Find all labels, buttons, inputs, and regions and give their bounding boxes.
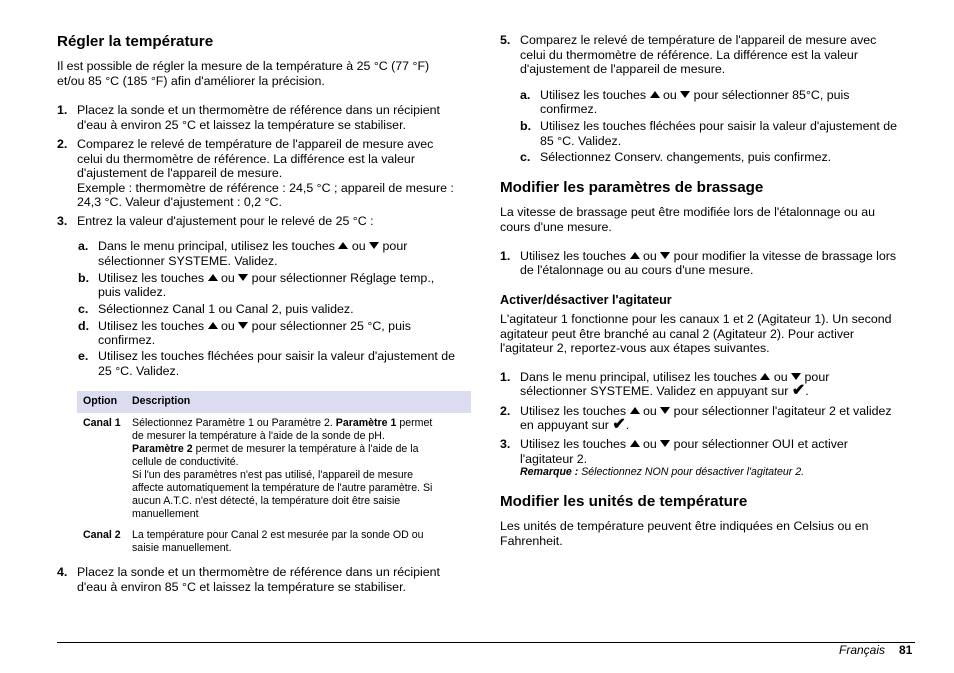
step-text: celui du thermomètre de référence. La différence est la valeur <box>520 47 858 62</box>
substep-letter: a. <box>78 239 89 253</box>
step-text: Utilisez les touches ou pour sélectionner OUI et activer <box>520 437 848 451</box>
substep-text: Dans le menu principal, utilisez les touches ou pour <box>98 239 408 253</box>
unites-intro: Fahrenheit. <box>500 534 563 548</box>
step-text: Exemple : thermomètre de référence : 24,5 °C ; appareil de mesure : <box>77 180 454 195</box>
agitateur-intro: agitateur peut être branché au canal 2 (Agitateur 2). Pour activer <box>500 326 855 341</box>
step-text: Comparez le relevé de température de l'appareil de mesure avec <box>77 137 434 151</box>
step-text: Utilisez les touches ou pour modifier la vitesse de brassage lors <box>520 249 897 263</box>
substep-text: Utilisez les touches ou pour sélectionner 25 °C, puis <box>98 319 411 333</box>
step-number: 1. <box>500 370 511 384</box>
table-cell-description: Sélectionnez Paramètre 1 ou Paramètre 2. Paramètre 1 permet de mesurer la température à l'aide de la sonde de pH. Paramètre 2 permet de mesurer la température à l'aide de la cellule de conductivité. Si l'un des paramètres n'est pas utilisé, l'appareil de mesure affecte automatiquement la température de l'autre paramètre. Si aucun A.T.C. n'est détecté, la température doit être saisie manuellement <box>132 417 433 520</box>
substep-text: Utilisez les touches ou pour sélectionner Réglage temp., <box>98 271 435 285</box>
step-number: 5. <box>500 33 511 47</box>
step-text: d'eau à environ 25 °C et laissez la température se stabiliser. <box>77 118 406 132</box>
substep-text: confirmez. <box>98 333 156 347</box>
down-arrow-key-icon <box>238 274 248 281</box>
step-text: d'ajustement de l'appareil de mesure. <box>520 62 726 76</box>
substep-letter: b. <box>520 119 532 133</box>
down-arrow-key-icon <box>660 440 670 447</box>
step-text: d'ajustement de l'appareil de mesure. <box>77 166 283 180</box>
table-cell-description: La température pour Canal 2 est mesurée par la sonde OD ou saisie manuellement. <box>132 529 424 554</box>
down-arrow-key-icon <box>791 373 801 380</box>
down-arrow-key-icon <box>660 252 670 259</box>
substep-text: 85 °C. Validez. <box>540 134 622 148</box>
table-header-option: Option <box>83 395 118 407</box>
brassage-intro: cours d'une mesure. <box>500 220 612 234</box>
step-number: 2. <box>57 137 68 151</box>
substep-text: Utilisez les touches fléchées pour saisir la valeur d'ajustement de <box>98 349 456 363</box>
step-number: 4. <box>57 565 68 579</box>
step-number: 3. <box>500 437 511 451</box>
up-arrow-key-icon <box>630 407 640 414</box>
table-header <box>77 391 471 413</box>
substep-letter: d. <box>78 319 90 333</box>
step-number: 2. <box>500 404 511 418</box>
note: Remarque : Sélectionnez NON pour désactiver l'agitateur 2. <box>520 466 805 478</box>
step-text: en appuyant sur ✔. <box>520 416 630 433</box>
step-text: Utilisez les touches ou pour sélectionner l'agitateur 2 et validez <box>520 404 892 418</box>
step-text: d'eau à environ 85 °C et laissez la température se stabiliser. <box>77 579 406 594</box>
step-text: celui du thermomètre de référence. La différence est la valeur <box>77 151 415 166</box>
step-text: sélectionner SYSTEME. Validez en appuyant sur ✔. <box>520 382 809 399</box>
agitateur-intro: L'agitateur 1 fonctionne pour les canaux 1 et 2 (Agitateur 1). Un second <box>500 312 892 326</box>
intro-line: et/ou 85 °C (185 °F) afin d'améliorer la précision. <box>57 74 325 88</box>
down-arrow-key-icon <box>680 91 690 98</box>
substep-letter: e. <box>78 349 89 363</box>
checkmark-icon: ✔ <box>612 416 626 433</box>
page-number: 81 <box>899 643 913 657</box>
substep-text: Sélectionnez Canal 1 ou Canal 2, puis validez. <box>98 302 354 316</box>
step-number: 1. <box>57 103 68 117</box>
substep-letter: c. <box>520 150 531 164</box>
substep-letter: c. <box>78 302 89 316</box>
substep-text: 25 °C. Validez. <box>98 363 180 378</box>
step-text: Placez la sonde et un thermomètre de référence dans un récipient <box>77 565 440 579</box>
up-arrow-key-icon <box>760 373 770 380</box>
table-header-description: Description <box>132 395 191 407</box>
step-text: l'agitateur 2. <box>520 451 588 466</box>
brassage-intro: La vitesse de brassage peut être modifiée lors de l'étalonnage ou au <box>500 205 876 219</box>
checkmark-icon: ✔ <box>791 382 806 399</box>
substep-text: Utilisez les touches fléchées pour saisir la valeur d'ajustement de <box>540 119 898 133</box>
substep-letter: b. <box>78 271 90 285</box>
up-arrow-key-icon <box>338 242 348 249</box>
up-arrow-key-icon <box>650 91 660 98</box>
table-cell-option: Canal 1 <box>83 417 121 429</box>
down-arrow-key-icon <box>238 322 248 329</box>
unites-intro: Les unités de température peuvent être indiquées en Celsius ou en <box>500 519 869 533</box>
step-text: Dans le menu principal, utilisez les touches ou pour <box>520 370 830 384</box>
subsection-title-agitateur: Activer/désactiver l'agitateur <box>500 293 672 307</box>
section-title-unites: Modifier les unités de température <box>500 493 748 510</box>
up-arrow-key-icon <box>630 252 640 259</box>
up-arrow-key-icon <box>630 440 640 447</box>
footer-rule <box>57 642 915 643</box>
step-text: Placez la sonde et un thermomètre de référence dans un récipient <box>77 103 440 117</box>
step-number: 3. <box>57 214 68 228</box>
intro-line: Il est possible de régler la mesure de la température à 25 °C (77 °F) <box>57 59 430 73</box>
substep-text: sélectionner SYSTEME. Validez. <box>98 254 278 268</box>
step-text: de l'étalonnage ou au cours d'une mesure. <box>520 263 754 277</box>
up-arrow-key-icon <box>208 322 218 329</box>
step-text: 24,3 °C. Valeur d'ajustement : 0,2 °C. <box>77 195 282 209</box>
substep-text: Sélectionnez Conserv. changements, puis confirmez. <box>540 150 832 164</box>
substep-text: Utilisez les touches ou pour sélectionner 85°C, puis <box>540 88 850 102</box>
agitateur-intro: l'agitateur 2, reportez-vous aux étapes suivantes. <box>500 341 770 355</box>
section-title-regler-temperature: Régler la température <box>57 33 214 50</box>
step-text: Comparez le relevé de température de l'appareil de mesure avec <box>520 33 877 47</box>
step-number: 1. <box>500 249 511 263</box>
step-text: Entrez la valeur d'ajustement pour le relevé de 25 °C : <box>77 214 374 228</box>
table-cell-option: Canal 2 <box>83 529 121 541</box>
section-title-brassage: Modifier les paramètres de brassage <box>500 179 764 196</box>
down-arrow-key-icon <box>369 242 379 249</box>
substep-text: confirmez. <box>540 102 598 116</box>
substep-letter: a. <box>520 88 531 102</box>
substep-text: puis validez. <box>98 285 167 299</box>
up-arrow-key-icon <box>208 274 218 281</box>
footer-language: Français <box>839 643 886 657</box>
down-arrow-key-icon <box>660 407 670 414</box>
